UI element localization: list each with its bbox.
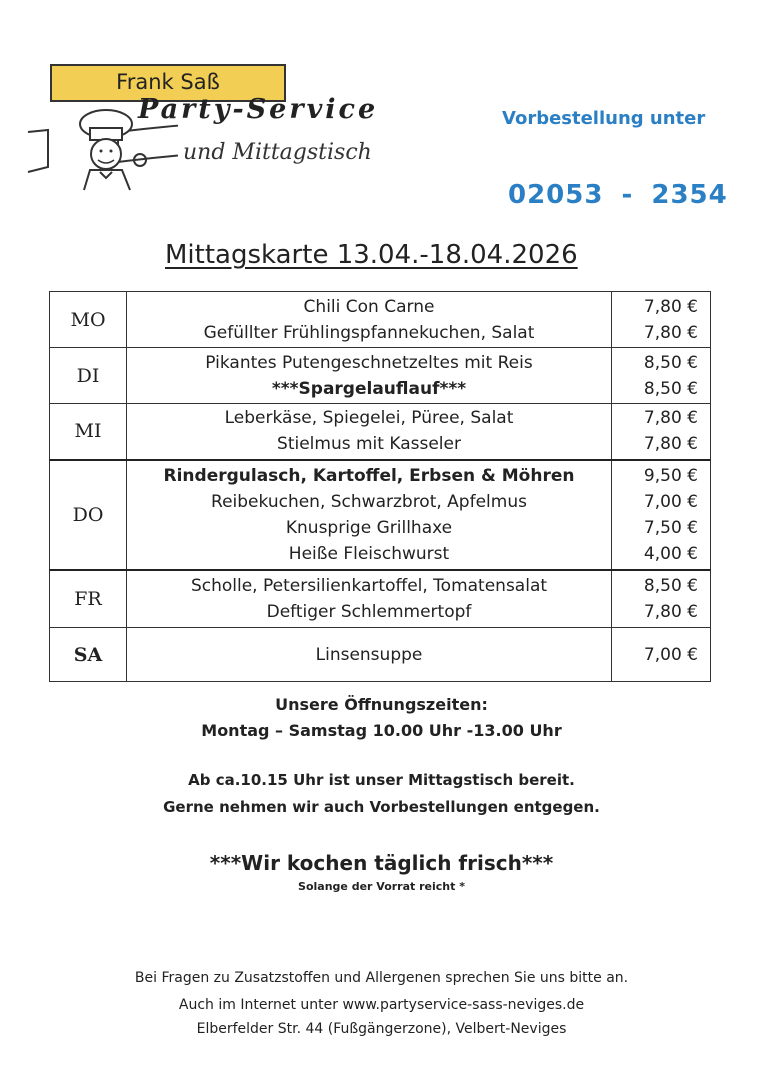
dish-name: Chili Con Carne (303, 296, 435, 317)
dish-name: Heiße Fleischwurst (288, 543, 450, 564)
day-label: DI (50, 348, 127, 404)
menu-row-mo (50, 292, 711, 348)
dish-list (127, 628, 612, 682)
dish-name: Linsensuppe (315, 644, 423, 665)
price-list (612, 460, 711, 570)
menu-row-mi (50, 404, 711, 460)
dish-name: Rindergulasch, Kartoffel, Erbsen & Möhren (163, 465, 575, 486)
dish-list (127, 460, 612, 570)
dish-name: Stielmus mit Kasseler (277, 434, 461, 455)
dish-price: 7,80 € (643, 322, 698, 343)
menu-row-di (50, 348, 711, 404)
dish-price: 9,50 € (643, 465, 698, 486)
dish-price: 7,80 € (643, 408, 698, 429)
dish-price: 7,80 € (643, 296, 698, 317)
dish-name: Knusprige Grillhaxe (285, 517, 453, 538)
dish-price: 7,00 € (643, 644, 698, 665)
day-label: FR (50, 570, 127, 628)
day-label: MO (50, 292, 127, 348)
dish-list (127, 404, 612, 460)
address-info: Elberfelder Str. 44 (Fußgängerzone), Velbert-Neviges (196, 1021, 567, 1037)
dish-list (127, 570, 612, 628)
dish-price: 7,50 € (643, 517, 698, 538)
dish-list (127, 348, 612, 404)
dish-name: Leberkäse, Spiegelei, Püree, Salat (224, 408, 514, 429)
dish-price: 4,00 € (643, 543, 698, 564)
ready-notice: Ab ca.10.15 Uhr ist unser Mittagstisch bereit. (188, 771, 575, 789)
dish-name: ***Spargelauflauf*** (271, 378, 467, 399)
dish-name: Scholle, Petersilienkartoffel, Tomatensalat (190, 575, 548, 596)
dish-price: 8,50 € (643, 575, 698, 596)
menu-title: Mittagskarte 13.04.-18.04.2026 (165, 240, 578, 270)
brand-service: Party-Service (138, 94, 379, 125)
allergy-notice: Bei Fragen zu Zusatzstoffen und Allergenen sprechen Sie uns bitte an. (134, 970, 629, 986)
menu-table (49, 291, 711, 682)
brand-subtitle: und Mittagstisch (183, 140, 372, 165)
dish-name: Pikantes Putengeschnetzeltes mit Reis (205, 352, 533, 373)
price-list (612, 570, 711, 628)
price-list (612, 404, 711, 460)
price-list (612, 292, 711, 348)
day-label: SA (50, 628, 127, 682)
menu-row-do (50, 460, 711, 570)
dish-price: 7,00 € (643, 491, 698, 512)
menu-row-sa (50, 628, 711, 682)
fresh-slogan: ***Wir kochen täglich frisch*** (209, 851, 554, 875)
preorder-phone: 02053 - 2354 (508, 180, 728, 210)
brand-name: Frank Saß (50, 64, 286, 102)
dish-name: Reibekuchen, Schwarzbrot, Apfelmus (211, 491, 527, 512)
dish-price: 8,50 € (643, 378, 698, 399)
preorder-label: Vorbestellung unter (502, 108, 706, 129)
price-list (612, 348, 711, 404)
dish-price: 8,50 € (643, 352, 698, 373)
dish-list (127, 292, 612, 348)
dish-name: Deftiger Schlemmertopf (266, 601, 472, 622)
day-label: DO (50, 460, 127, 570)
preorder-notice: Gerne nehmen wir auch Vorbestellungen entgegen. (163, 798, 600, 816)
stock-notice: Solange der Vorrat reicht * (298, 880, 465, 893)
day-label: MI (50, 404, 127, 460)
opening-hours-title: Unsere Öffnungszeiten: (275, 695, 488, 714)
opening-hours-text: Montag – Samstag 10.00 Uhr -13.00 Uhr (201, 721, 562, 740)
price-list (612, 628, 711, 682)
dish-price: 7,80 € (643, 434, 698, 455)
menu-row-fr (50, 570, 711, 628)
dish-name: Gefüllter Frühlingspfannekuchen, Salat (203, 322, 535, 343)
company-logo (18, 52, 458, 192)
dish-price: 7,80 € (643, 601, 698, 622)
website-info: Auch im Internet unter www.partyservice-sass-neviges.de (178, 997, 585, 1013)
